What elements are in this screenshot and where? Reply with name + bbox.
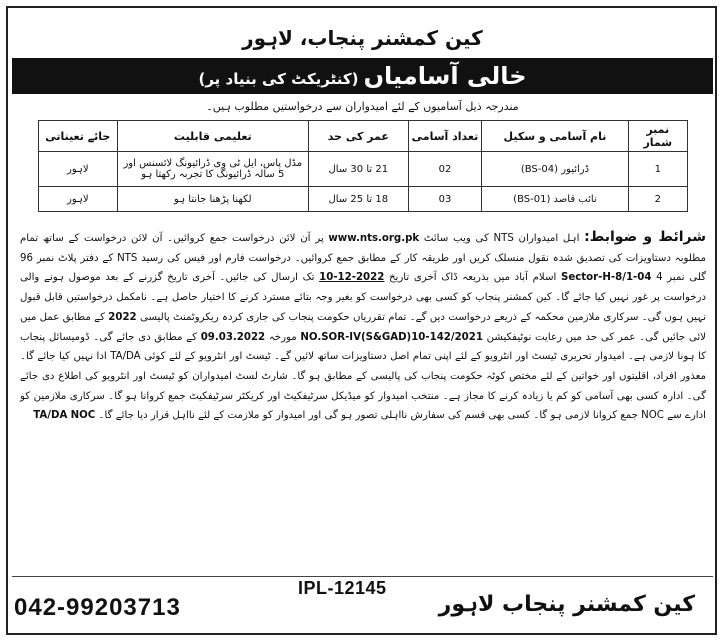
cell-location: لاہور bbox=[39, 187, 118, 212]
terms-and-conditions bbox=[20, 228, 706, 426]
intro-text: مندرجہ ذیل آسامیوں کے لئے امیدواران سے درخواستیں مطلوب ہیں۔ bbox=[206, 100, 519, 113]
policy-year: 2022 bbox=[108, 311, 137, 323]
cell-age: 18 تا 25 سال bbox=[309, 187, 409, 212]
ipl-number: IPL-12145 bbox=[298, 578, 387, 598]
website-link[interactable]: www.nts.org.pk bbox=[328, 233, 420, 244]
cell-location: لاہور bbox=[39, 152, 118, 187]
terms-text: پر آن لائن درخواست جمع کروائیں۔ آن لائن درخواست کے ساتھ تمام مطلوبہ دستاویزات کی تصدیق شدہ نقول منسلک کریں اور طریقہ کار کے مطابق جمع کروائیں۔ درخواست فارم اور فیس کی رسید NTS کے دفتر پلاٹ نمبر 96 گلی نمبر 4 bbox=[20, 233, 706, 284]
phone-number: 042-99203713 bbox=[14, 594, 181, 621]
cell-count: 03 bbox=[408, 187, 482, 212]
cell-age: 21 تا 30 سال bbox=[309, 152, 409, 187]
vacancies-title: خالی آسامیاں bbox=[363, 62, 527, 90]
cell-serial: 1 bbox=[628, 152, 687, 187]
nts-address: Sector-H-8/1-04 bbox=[560, 272, 652, 284]
tada-label: TA/DA bbox=[33, 410, 68, 422]
col-age: عمر کی حد bbox=[309, 121, 409, 152]
col-serial: نمبر شمار bbox=[628, 121, 687, 152]
cell-count: 02 bbox=[408, 152, 482, 187]
table-row bbox=[39, 187, 688, 212]
title-banner bbox=[12, 58, 713, 94]
col-post: نام آسامی و سکیل bbox=[482, 121, 628, 152]
cell-post: ڈرائیور (BS-04) bbox=[482, 152, 628, 187]
noc-label: NOC bbox=[70, 410, 96, 422]
organization-title: کین کمشنر پنجاب، لاہور bbox=[242, 26, 483, 50]
footer-divider bbox=[12, 576, 713, 577]
terms-heading: شرائط و ضوابط: bbox=[584, 229, 706, 245]
terms-text: کے مطابق عمل میں لائی جائیں گی۔ عمر کی حد میں رعایت نوٹیفکیشن bbox=[20, 311, 706, 343]
col-qualification: تعلیمی قابلیت bbox=[117, 121, 308, 152]
cell-qualification: لکھنا پڑھنا جانتا ہو bbox=[117, 187, 308, 212]
table-header-row bbox=[39, 121, 688, 152]
terms-text: اسلام آباد میں بذریعہ ڈاک آخری تاریخ bbox=[388, 272, 557, 284]
terms-text: تمام تقرریاں حکومت پنجاب کی جاری کردہ ریکروٹمنٹ پالیسی bbox=[139, 311, 407, 323]
terms-text: اہل امیدواران NTS کی ویب سائٹ bbox=[423, 233, 580, 244]
terms-text: کے مطابق دی جائے گی۔ ڈومیسائل پنجاب کا ہونا لازمی ہے۔ امیدوار تحریری ٹیسٹ اور انٹرویو کے لئے اپنی تمام اصل دستاویزات ساتھ لائیں گے۔ ٹیسٹ اور انٹرویو کے لئے کوئی TA/DA ادا نہیں کیا جائے گا۔ معذور افراد، اقلیتوں اور خواتین کے لئے مختص کوٹہ حکومت پنجاب کی پالیسی کے مطابق ہو گا۔ شارٹ لسٹ امیدواران کو ٹیسٹ اور انٹرویو کی اطلاع دی جائے گی۔ ادارہ کسی بھی آسامی کو کم یا زیادہ کرنے کا مجاز ہے۔ منتخب امیدوار کو میڈیکل سرٹیفکیٹ اور کریکٹر سرٹیفکیٹ جمع کروانا ہو گا۔ سرکاری ملازمین کو ادارے سے NOC جمع کروانا لازمی ہو گا۔ کسی بھی قسم کی سفارش نااہلی تصور ہو گی اور امیدوار کو ملازمت کے لئے نااہل قرار دیا جائے گا۔ bbox=[20, 331, 706, 422]
contract-subtitle: (کنٹریکٹ کی بنیاد پر) bbox=[198, 70, 359, 88]
cell-qualification: مڈل پاس، ایل ٹی وی ڈرائیونگ لائسنس اور 5 سالہ ڈرائیونگ کا تجربہ رکھتا ہو bbox=[117, 152, 308, 187]
terms-text: تک ارسال کی جائیں۔ آخری تاریخ گزرنے کے بعد موصول ہونے والی درخواست پر غور نہیں کیا جائے گا۔ کین کمشنر پنجاب کو کسی بھی درخواست کو بغیر وجہ بتائے مسترد کرنے کا اختیار حاصل ہے۔ نامکمل درخواستیں قابل قبول نہیں ہوں گی۔ سرکاری ملازمین محکمہ کے ذریعے درخواست دیں گے۔ bbox=[20, 272, 706, 323]
signature-authority: کین کمشنر پنجاب لاہور bbox=[438, 592, 695, 617]
col-location: جائے تعیناتی bbox=[39, 121, 118, 152]
vacancy-table bbox=[38, 120, 688, 212]
notification-date: 09.03.2022 bbox=[200, 331, 266, 343]
closing-date: 10-12-2022 bbox=[319, 272, 385, 284]
col-count: تعداد آسامی bbox=[408, 121, 482, 152]
notification-number: NO.SOR-IV(S&GAD)10-142/2021 bbox=[300, 331, 483, 343]
cell-post: نائب قاصد (BS-01) bbox=[482, 187, 628, 212]
table-row bbox=[39, 152, 688, 187]
terms-text: مورخہ bbox=[268, 331, 297, 343]
cell-serial: 2 bbox=[628, 187, 687, 212]
